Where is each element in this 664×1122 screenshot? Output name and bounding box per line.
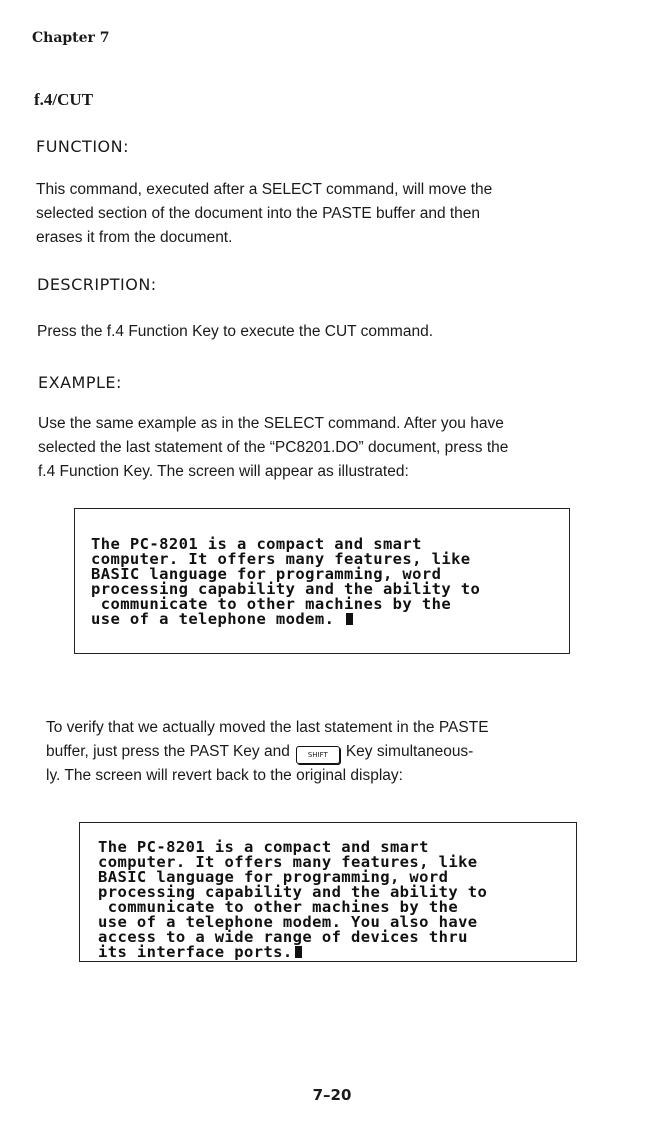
verify-line-text: Key simultaneous- [345,743,474,760]
text-cursor-icon [346,613,353,625]
screen-line: BASIC language for programming, word [98,868,449,886]
command-title: f.4/CUT [34,90,94,109]
example-line: selected the last statement of the “PC8201.DO” document, press the [38,439,509,456]
screen-line: computer. It offers many features, like [98,853,478,871]
shift-key-icon: SHIFT [296,746,340,764]
function-heading: FUNCTION: [36,137,129,156]
example-line: Use the same example as in the SELECT command. After you have [38,415,504,432]
screen-line: communicate to other machines by the [98,898,459,916]
verify-line: To verify that we actually moved the last statement in the PASTE [46,719,489,736]
function-paragraph [36,178,492,250]
screen-line: use of a telephone modem. You also have [98,913,478,931]
verify-line [46,740,489,764]
example-line: f.4 Function Key. The screen will appear as illustrated: [38,463,409,480]
screen-text [91,537,480,627]
chapter-label: Chapter 7 [32,30,110,46]
description-line: Press the f.4 Function Key to execute the CUT command. [37,323,434,340]
screen-line: access to a wide range of devices thru [98,928,468,946]
screen-illustration-original [79,822,577,962]
screen-line: use of a telephone modem. [91,610,335,628]
description-heading: DESCRIPTION: [37,275,157,294]
screen-line: BASIC language for programming, word [91,565,442,583]
text-cursor-icon [295,946,302,958]
screen-line: communicate to other machines by the [91,595,452,613]
screen-line: processing capability and the ability to [98,883,488,901]
example-paragraph [38,412,508,484]
screen-line: processing capability and the ability to [91,580,481,598]
screen-line: The PC-8201 is a compact and smart [91,535,422,553]
screen-line: The PC-8201 is a compact and smart [98,838,429,856]
function-line: This command, executed after a SELECT command, will move the [36,181,493,198]
example-heading: EXAMPLE: [38,373,122,392]
function-line: selected section of the document into the PASTE buffer and then [36,205,481,222]
verify-line-text: buffer, just press the PAST Key and [46,743,290,760]
screen-line: computer. It offers many features, like [91,550,471,568]
screen-illustration-after-cut [74,508,570,654]
verify-line: ly. The screen will revert back to the original display: [46,767,403,784]
screen-line: its interface ports. [98,943,293,961]
function-line: erases it from the document. [36,229,233,246]
page-number: 7–20 [312,1086,352,1104]
verify-paragraph [46,716,489,788]
description-paragraph [37,320,433,344]
screen-text [98,840,487,960]
